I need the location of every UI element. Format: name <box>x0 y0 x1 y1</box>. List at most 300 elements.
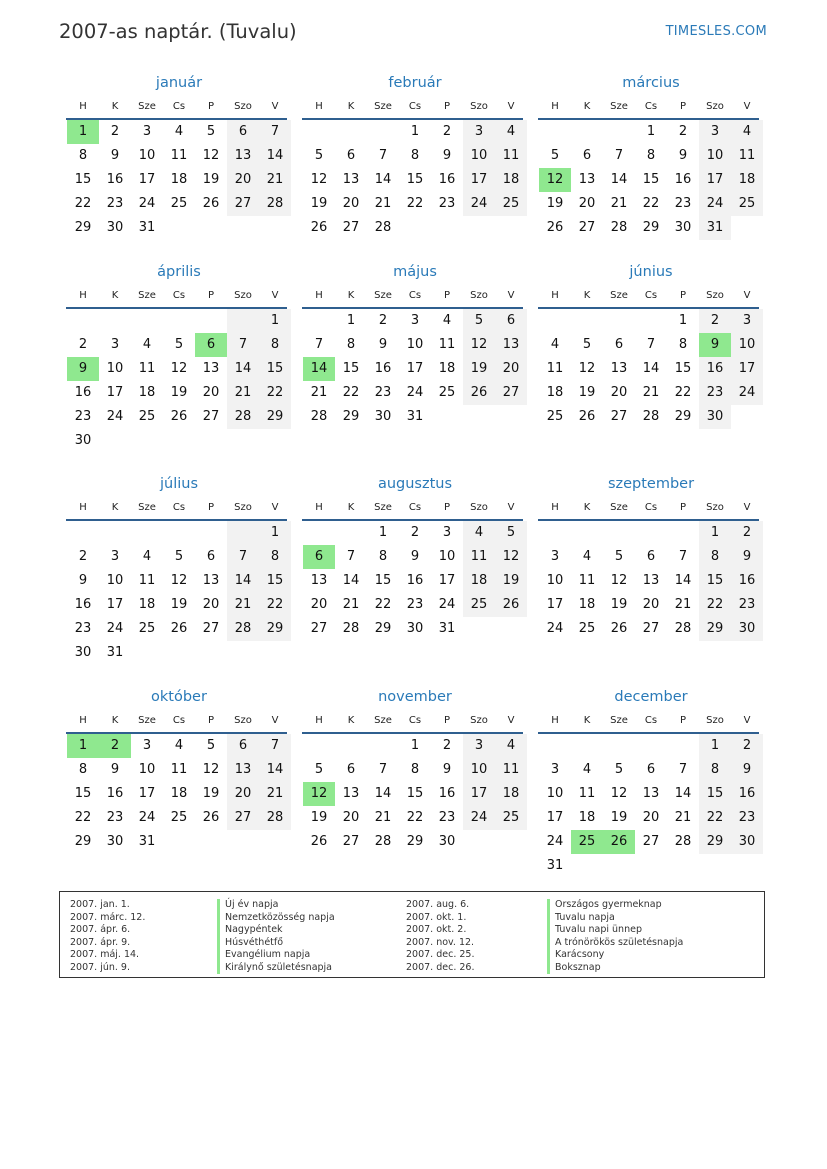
weekday-label: Szo <box>470 101 488 112</box>
day-cell: 17 <box>699 168 731 192</box>
day-cell: 9 <box>410 549 420 564</box>
empty-day-cell <box>463 830 495 854</box>
weekday-label: K <box>111 502 119 513</box>
day-cell: 2 <box>410 525 420 540</box>
month-12 <box>539 686 763 878</box>
empty-day-cell <box>539 120 571 144</box>
month-2 <box>303 72 527 240</box>
day-grid <box>539 309 763 429</box>
day-cell: 19 <box>546 196 564 211</box>
legend-date: 2007. okt. 1. <box>406 911 467 923</box>
day-cell: 12 <box>170 573 188 588</box>
day-cell: 1 <box>699 734 731 758</box>
day-cell: 15 <box>259 357 291 381</box>
day-cell: 2 <box>678 124 688 139</box>
month-10 <box>67 686 291 854</box>
empty-day-cell <box>259 641 291 665</box>
weekday-label: Szo <box>706 502 724 513</box>
weekday-label: Cs <box>644 502 658 513</box>
weekday-label: K <box>347 290 355 301</box>
month-4 <box>67 261 291 453</box>
day-cell: 29 <box>699 617 731 641</box>
day-cell: 10 <box>546 786 564 801</box>
day-cell: 1 <box>259 521 291 545</box>
day-cell: 29 <box>406 834 424 849</box>
day-cell: 5 <box>582 337 592 352</box>
day-cell: 31 <box>546 858 564 873</box>
day-cell: 13 <box>342 786 360 801</box>
legend-holiday-name: Új év napja <box>217 899 335 912</box>
weekday-label: V <box>743 290 751 301</box>
day-cell: 2 <box>378 313 388 328</box>
day-cell: 4 <box>174 738 184 753</box>
month-name: május <box>393 264 437 280</box>
day-cell: 14 <box>227 357 259 381</box>
empty-day-cell <box>635 309 667 333</box>
day-cell: 22 <box>342 385 360 400</box>
day-cell: 11 <box>578 573 596 588</box>
day-cell: 19 <box>202 172 220 187</box>
day-cell: 11 <box>463 545 495 569</box>
empty-day-cell <box>495 617 527 641</box>
day-cell: 8 <box>346 337 356 352</box>
day-cell: 24 <box>463 192 495 216</box>
day-cell: 27 <box>202 621 220 636</box>
day-cell: 18 <box>138 597 156 612</box>
month-9 <box>539 473 763 641</box>
month-name: április <box>157 264 201 280</box>
weekday-label: Cs <box>408 101 422 112</box>
day-cell: 25 <box>546 409 564 424</box>
day-cell: 4 <box>550 337 560 352</box>
weekday-label: K <box>347 715 355 726</box>
day-grid <box>303 521 527 641</box>
day-cell: 3 <box>463 120 495 144</box>
day-cell: 23 <box>74 409 92 424</box>
empty-day-cell <box>571 521 603 545</box>
day-cell: 4 <box>731 120 763 144</box>
month-name: február <box>388 75 442 91</box>
day-cell: 4 <box>174 124 184 139</box>
empty-day-cell <box>67 309 99 333</box>
day-cell: 23 <box>438 196 456 211</box>
day-cell: 15 <box>642 172 660 187</box>
weekday-label: V <box>507 502 515 513</box>
day-cell: 26 <box>170 621 188 636</box>
day-cell: 29 <box>699 830 731 854</box>
day-cell: 17 <box>438 573 456 588</box>
weekday-label: Szo <box>234 101 252 112</box>
day-cell: 8 <box>259 333 291 357</box>
day-cell: 21 <box>610 196 628 211</box>
day-cell: 13 <box>610 361 628 376</box>
day-grid <box>67 521 291 665</box>
weekday-label: Sze <box>374 101 392 112</box>
day-cell: 18 <box>138 385 156 400</box>
legend-holiday-name: Boksznap <box>547 962 683 975</box>
day-cell: 24 <box>138 810 156 825</box>
holiday-day-cell: 2 <box>99 734 131 758</box>
day-cell: 22 <box>699 593 731 617</box>
legend-date: 2007. dec. 25. <box>406 949 475 960</box>
day-cell: 27 <box>342 834 360 849</box>
month-6 <box>539 261 763 429</box>
weekday-label: V <box>743 101 751 112</box>
weekday-label: Szo <box>234 290 252 301</box>
day-cell: 24 <box>699 192 731 216</box>
day-cell: 17 <box>106 597 124 612</box>
day-cell: 22 <box>259 381 291 405</box>
day-cell: 17 <box>463 782 495 806</box>
day-cell: 23 <box>106 810 124 825</box>
day-cell: 8 <box>678 337 688 352</box>
empty-day-cell <box>571 309 603 333</box>
day-cell: 12 <box>463 333 495 357</box>
day-cell: 20 <box>202 385 220 400</box>
empty-day-cell <box>495 216 527 240</box>
day-cell: 12 <box>202 148 220 163</box>
weekday-label: V <box>271 715 279 726</box>
day-cell: 7 <box>378 148 388 163</box>
weekday-label: K <box>583 290 591 301</box>
day-cell: 30 <box>106 834 124 849</box>
empty-day-cell <box>731 216 763 240</box>
day-cell: 15 <box>406 172 424 187</box>
weekday-label: H <box>79 715 87 726</box>
month-name: június <box>629 264 673 280</box>
day-cell: 15 <box>374 573 392 588</box>
empty-day-cell <box>667 521 699 545</box>
day-cell: 14 <box>374 786 392 801</box>
day-cell: 9 <box>442 148 452 163</box>
legend-date: 2007. aug. 6. <box>406 899 470 910</box>
holiday-day-cell: 9 <box>699 333 731 357</box>
day-cell: 28 <box>642 409 660 424</box>
day-cell: 27 <box>642 621 660 636</box>
day-cell: 30 <box>674 220 692 235</box>
empty-day-cell <box>571 120 603 144</box>
day-grid <box>539 734 763 878</box>
weekday-label: K <box>583 502 591 513</box>
day-cell: 20 <box>495 357 527 381</box>
empty-day-cell <box>463 405 495 429</box>
day-cell: 26 <box>546 220 564 235</box>
day-cell: 10 <box>463 758 495 782</box>
day-cell: 19 <box>310 810 328 825</box>
empty-day-cell <box>603 734 635 758</box>
day-cell: 5 <box>614 762 624 777</box>
month-name: július <box>159 476 199 492</box>
holiday-day-cell: 6 <box>303 545 335 569</box>
day-cell: 29 <box>642 220 660 235</box>
day-cell: 2 <box>110 124 120 139</box>
day-cell: 20 <box>610 385 628 400</box>
day-cell: 31 <box>406 409 424 424</box>
weekday-header <box>539 710 763 732</box>
day-cell: 16 <box>438 172 456 187</box>
day-cell: 28 <box>310 409 328 424</box>
day-cell: 21 <box>674 810 692 825</box>
empty-day-cell <box>99 309 131 333</box>
day-cell: 3 <box>550 549 560 564</box>
weekday-label: K <box>111 101 119 112</box>
day-cell: 16 <box>106 786 124 801</box>
day-cell: 29 <box>259 405 291 429</box>
weekday-label: H <box>551 715 559 726</box>
day-cell: 29 <box>374 621 392 636</box>
empty-day-cell <box>195 641 227 665</box>
day-cell: 20 <box>202 597 220 612</box>
page-title: 2007-as naptár. (Tuvalu) <box>59 20 297 43</box>
empty-day-cell <box>731 854 763 878</box>
day-cell: 17 <box>106 385 124 400</box>
weekday-label: H <box>551 101 559 112</box>
weekday-header <box>67 96 291 118</box>
legend-dates-left <box>70 899 145 974</box>
day-cell: 2 <box>78 337 88 352</box>
legend-holiday-name: Nagypéntek <box>217 924 335 937</box>
weekday-label: H <box>551 502 559 513</box>
month-7 <box>67 473 291 665</box>
day-cell: 13 <box>342 172 360 187</box>
month-name: október <box>151 689 207 705</box>
weekday-label: P <box>679 715 687 726</box>
day-cell: 8 <box>646 148 656 163</box>
day-cell: 26 <box>202 196 220 211</box>
month-1 <box>67 72 291 240</box>
day-cell: 8 <box>78 148 88 163</box>
legend-date: 2007. márc. 12. <box>70 911 146 923</box>
day-cell: 28 <box>259 192 291 216</box>
weekday-label: Cs <box>644 101 658 112</box>
day-cell: 23 <box>438 810 456 825</box>
day-cell: 13 <box>227 758 259 782</box>
day-cell: 6 <box>346 762 356 777</box>
weekday-label: Sze <box>138 502 156 513</box>
empty-day-cell <box>195 429 227 453</box>
legend-holiday-name: Tuvalu napi ünnep <box>547 924 683 937</box>
empty-day-cell <box>67 521 99 545</box>
empty-day-cell <box>227 521 259 545</box>
month-5 <box>303 261 527 429</box>
empty-day-cell <box>399 216 431 240</box>
weekday-label: P <box>443 502 451 513</box>
day-cell: 3 <box>142 124 152 139</box>
weekday-label: Sze <box>610 715 628 726</box>
legend-date: 2007. máj. 14. <box>70 949 140 960</box>
day-cell: 12 <box>310 172 328 187</box>
day-cell: 14 <box>674 786 692 801</box>
day-cell: 1 <box>378 525 388 540</box>
empty-day-cell <box>131 429 163 453</box>
day-cell: 1 <box>699 521 731 545</box>
day-cell: 13 <box>227 144 259 168</box>
day-cell: 7 <box>259 734 291 758</box>
day-cell: 2 <box>731 734 763 758</box>
day-cell: 6 <box>614 337 624 352</box>
day-cell: 11 <box>170 148 188 163</box>
day-cell: 4 <box>582 549 592 564</box>
holiday-day-cell: 26 <box>603 830 635 854</box>
day-cell: 12 <box>202 762 220 777</box>
day-cell: 30 <box>438 834 456 849</box>
day-cell: 2 <box>442 738 452 753</box>
day-cell: 18 <box>495 782 527 806</box>
weekday-header <box>303 285 527 307</box>
day-cell: 30 <box>731 617 763 641</box>
day-cell: 10 <box>138 148 156 163</box>
day-cell: 28 <box>674 621 692 636</box>
empty-day-cell <box>131 309 163 333</box>
day-cell: 14 <box>642 361 660 376</box>
day-cell: 31 <box>138 834 156 849</box>
day-cell: 29 <box>74 220 92 235</box>
day-cell: 5 <box>614 549 624 564</box>
day-cell: 30 <box>74 645 92 660</box>
day-cell: 5 <box>495 521 527 545</box>
day-cell: 13 <box>202 573 220 588</box>
day-cell: 5 <box>206 124 216 139</box>
day-cell: 18 <box>731 168 763 192</box>
weekday-label: P <box>207 715 215 726</box>
empty-day-cell <box>99 521 131 545</box>
holiday-day-cell: 6 <box>195 333 227 357</box>
day-cell: 25 <box>731 192 763 216</box>
day-cell: 24 <box>463 806 495 830</box>
day-cell: 6 <box>346 148 356 163</box>
day-cell: 20 <box>227 782 259 806</box>
empty-day-cell <box>163 641 195 665</box>
day-cell: 22 <box>259 593 291 617</box>
day-cell: 5 <box>314 762 324 777</box>
day-cell: 25 <box>495 806 527 830</box>
day-cell: 15 <box>699 569 731 593</box>
day-cell: 2 <box>731 521 763 545</box>
day-cell: 23 <box>699 381 731 405</box>
day-cell: 15 <box>259 569 291 593</box>
day-cell: 26 <box>310 220 328 235</box>
day-cell: 18 <box>578 810 596 825</box>
weekday-label: V <box>271 101 279 112</box>
empty-day-cell <box>303 734 335 758</box>
day-cell: 7 <box>678 762 688 777</box>
legend-holiday-name: A trónörökös születésnapja <box>547 937 683 950</box>
legend-date: 2007. okt. 2. <box>406 924 467 935</box>
day-cell: 31 <box>699 216 731 240</box>
day-cell: 18 <box>546 385 564 400</box>
day-cell: 9 <box>78 573 88 588</box>
month-name: szeptember <box>607 476 695 492</box>
day-cell: 6 <box>495 309 527 333</box>
day-cell: 6 <box>646 762 656 777</box>
weekday-label: H <box>79 290 87 301</box>
day-cell: 3 <box>142 738 152 753</box>
day-cell: 20 <box>642 810 660 825</box>
weekday-label: K <box>583 715 591 726</box>
weekday-label: Szo <box>470 502 488 513</box>
weekday-label: V <box>507 715 515 726</box>
day-cell: 22 <box>74 196 92 211</box>
day-cell: 20 <box>227 168 259 192</box>
weekday-label: V <box>743 715 751 726</box>
day-cell: 27 <box>310 621 328 636</box>
weekday-label: K <box>347 502 355 513</box>
day-cell: 12 <box>495 545 527 569</box>
weekday-header <box>539 497 763 519</box>
day-cell: 13 <box>642 786 660 801</box>
day-cell: 23 <box>106 196 124 211</box>
weekday-label: K <box>111 290 119 301</box>
day-cell: 16 <box>438 786 456 801</box>
weekday-label: P <box>207 502 215 513</box>
day-cell: 19 <box>170 597 188 612</box>
day-cell: 10 <box>463 144 495 168</box>
empty-day-cell <box>367 120 399 144</box>
weekday-header <box>67 497 291 519</box>
day-cell: 6 <box>227 120 259 144</box>
day-cell: 27 <box>610 409 628 424</box>
empty-day-cell <box>259 429 291 453</box>
day-cell: 8 <box>259 545 291 569</box>
weekday-label: V <box>507 290 515 301</box>
day-cell: 8 <box>410 762 420 777</box>
day-cell: 16 <box>74 385 92 400</box>
empty-day-cell <box>539 309 571 333</box>
day-cell: 21 <box>342 597 360 612</box>
day-cell: 11 <box>138 361 156 376</box>
day-cell: 16 <box>406 573 424 588</box>
day-cell: 19 <box>610 810 628 825</box>
weekday-header <box>539 96 763 118</box>
day-cell: 19 <box>170 385 188 400</box>
day-cell: 7 <box>346 549 356 564</box>
day-cell: 5 <box>314 148 324 163</box>
empty-day-cell <box>495 830 527 854</box>
day-cell: 15 <box>406 786 424 801</box>
day-cell: 23 <box>674 196 692 211</box>
weekday-label: Szo <box>234 502 252 513</box>
weekday-label: P <box>207 290 215 301</box>
site-link[interactable]: TIMESLES.COM <box>665 24 767 39</box>
empty-day-cell <box>571 854 603 878</box>
day-cell: 10 <box>731 333 763 357</box>
weekday-label: Szo <box>706 715 724 726</box>
weekday-header <box>539 285 763 307</box>
day-cell: 18 <box>463 569 495 593</box>
weekday-label: K <box>583 101 591 112</box>
empty-day-cell <box>603 521 635 545</box>
day-grid <box>539 120 763 240</box>
day-cell: 10 <box>406 337 424 352</box>
day-cell: 11 <box>731 144 763 168</box>
day-cell: 15 <box>699 782 731 806</box>
day-cell: 5 <box>174 549 184 564</box>
weekday-header <box>303 710 527 732</box>
weekday-label: Cs <box>644 290 658 301</box>
day-cell: 23 <box>406 597 424 612</box>
legend-date: 2007. dec. 26. <box>406 961 475 973</box>
holiday-day-cell: 12 <box>539 168 571 192</box>
day-cell: 10 <box>438 549 456 564</box>
day-cell: 24 <box>731 381 763 405</box>
day-cell: 11 <box>170 762 188 777</box>
weekday-header <box>67 285 291 307</box>
legend-date: 2007. jan. 1. <box>70 899 130 910</box>
weekday-label: H <box>551 290 559 301</box>
day-cell: 9 <box>110 762 120 777</box>
legend-date: 2007. ápr. 9. <box>70 936 131 948</box>
day-cell: 16 <box>106 172 124 187</box>
